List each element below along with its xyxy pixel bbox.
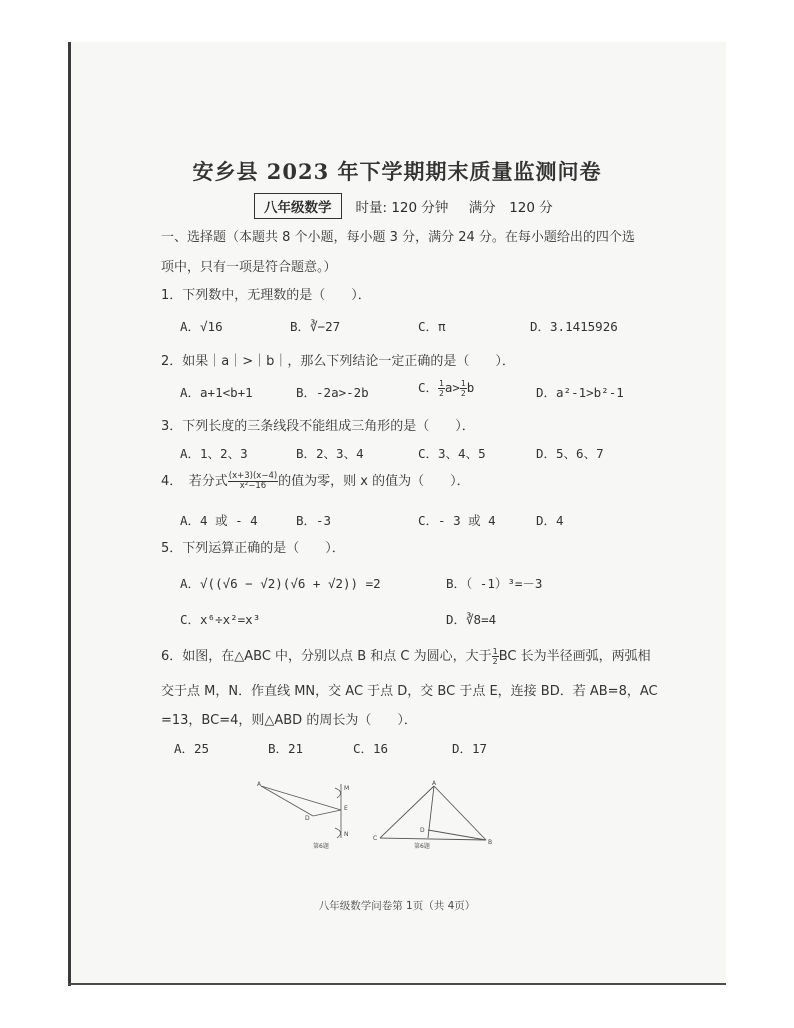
q2-c-post: b bbox=[466, 380, 475, 395]
q3-stem: 3．下列长度的三条线段不能组成三角形的是（ ）． bbox=[161, 419, 475, 434]
figure-left-construction bbox=[255, 780, 365, 852]
fig-left-label-d: D bbox=[305, 815, 310, 822]
fig-right-label-d: D bbox=[420, 827, 425, 834]
q4-option-a: A．4 或 - 4 bbox=[180, 513, 258, 528]
q4-numerator: (x+3)(x−4) bbox=[228, 471, 278, 481]
q5-option-a: A．√((√6 − √2)(√6 + √2)) =2 bbox=[180, 576, 381, 591]
q4-denominator: x²−16 bbox=[239, 481, 267, 491]
fig-left-label-n: N bbox=[344, 831, 349, 838]
q2-c-den1: 2 bbox=[439, 389, 444, 398]
q4-stem bbox=[161, 470, 470, 491]
q4-stem-prefix: 4． 若分式 bbox=[161, 474, 228, 489]
fig-left-label-m: M bbox=[344, 785, 350, 792]
q2-option-b: B．-2a>-2b bbox=[296, 385, 369, 400]
q6-line2: 交于点 M，N．作直线 MN，交 AC 于点 D，交 BC 于点 E，连接 BD．若 AB=8，AC bbox=[161, 684, 658, 699]
q6-line1 bbox=[161, 645, 651, 666]
q5-stem: 5．下列运算正确的是（ ）． bbox=[161, 541, 345, 556]
q6-line3: =13，BC=4，则△ABD 的周长为（ ）． bbox=[161, 713, 417, 728]
q5-option-b: B．（ -1）³=－3 bbox=[446, 576, 543, 591]
q1-option-d: D．3.1415926 bbox=[530, 319, 618, 334]
q4-fraction bbox=[228, 472, 278, 491]
figure-right-triangle bbox=[368, 780, 498, 852]
page-footer: 八年级数学问卷第 1页（共 4页） bbox=[318, 900, 476, 912]
q6-half-fraction bbox=[492, 647, 499, 666]
q6-frac-num: 1 bbox=[492, 647, 498, 656]
q2-c-prefix: C． bbox=[418, 380, 439, 395]
q2-option-a: A．a+1<b+1 bbox=[180, 385, 253, 400]
section-intro-line2: 项中，只有一项是符合题意。） bbox=[161, 260, 337, 275]
q2-c-num1: 1 bbox=[439, 379, 444, 388]
exam-subheader bbox=[254, 193, 569, 219]
q2-c-den2: 2 bbox=[460, 389, 466, 398]
fig-right-label-b: B bbox=[488, 839, 493, 846]
q2-option-d: D．a²-1>b²-1 bbox=[536, 385, 624, 400]
q3-option-a: A．1、2、3 bbox=[180, 446, 248, 461]
exam-info bbox=[356, 196, 569, 216]
q4-option-d: D．4 bbox=[536, 513, 564, 528]
q1-option-a: A．√16 bbox=[180, 319, 223, 334]
q6-line1-suffix: BC 长为半径画弧，两弧相 bbox=[498, 649, 651, 664]
q2-c-fraction-1 bbox=[438, 379, 445, 398]
section-intro-line1: 一、选择题（本题共 8 个小题，每小题 3 分，满分 24 分。在每小题给出的四个选 bbox=[161, 230, 635, 245]
q2-stem: 2．如果｜a｜>｜b｜，那么下列结论一定正确的是（ ）． bbox=[161, 354, 515, 369]
fig-left-label-a: A bbox=[257, 781, 262, 788]
q5-option-d: D．∛8=4 bbox=[446, 612, 497, 627]
q4-stem-suffix: 的值为零，则 x 的值为（ ）． bbox=[278, 474, 470, 489]
q4-option-b: B．-3 bbox=[296, 513, 332, 528]
q6-option-b: B．21 bbox=[268, 741, 304, 756]
fig-right-caption: 第6题 bbox=[414, 843, 430, 850]
q3-option-c: C．3、4、5 bbox=[418, 446, 486, 461]
q6-option-c: C．16 bbox=[353, 741, 389, 756]
q2-c-fraction-2 bbox=[460, 379, 467, 398]
q2-c-mid: a> bbox=[444, 380, 460, 395]
exam-time: 时量: 120 分钟 bbox=[355, 200, 449, 216]
q3-option-b: B．2、3、4 bbox=[296, 446, 364, 461]
fig-right-label-c: C bbox=[373, 835, 378, 842]
q4-option-c: C．- 3 或 4 bbox=[418, 513, 496, 528]
q1-stem: 1．下列数中，无理数的是（ ）． bbox=[161, 288, 371, 303]
fig-left-caption: 第6题 bbox=[313, 843, 329, 850]
q2-option-c bbox=[418, 378, 474, 398]
q6-option-a: A．25 bbox=[174, 741, 210, 756]
grade-subject-box: 八年级数学 bbox=[254, 193, 342, 219]
scan-edge-bottom bbox=[68, 983, 726, 985]
q6-frac-den: 2 bbox=[492, 657, 498, 666]
fig-left-label-e: E bbox=[344, 805, 348, 812]
exam-title: 安乡县 2023 年下学期期末质量监测问卷 bbox=[192, 159, 602, 184]
q6-line1-prefix: 6．如图，在△ABC 中，分别以点 B 和点 C 为圆心，大于 bbox=[161, 649, 492, 664]
q6-option-d: D．17 bbox=[452, 741, 488, 756]
q1-option-c: C．π bbox=[418, 319, 446, 334]
q5-option-c: C．x⁶÷x²=x³ bbox=[180, 612, 261, 627]
q3-option-d: D．5、6、7 bbox=[536, 446, 604, 461]
fig-right-label-a: A bbox=[432, 780, 437, 787]
q1-option-b: B．∛−27 bbox=[290, 319, 341, 334]
q2-c-num2: 1 bbox=[460, 379, 466, 388]
exam-score: 满分 120 分 bbox=[468, 200, 553, 216]
